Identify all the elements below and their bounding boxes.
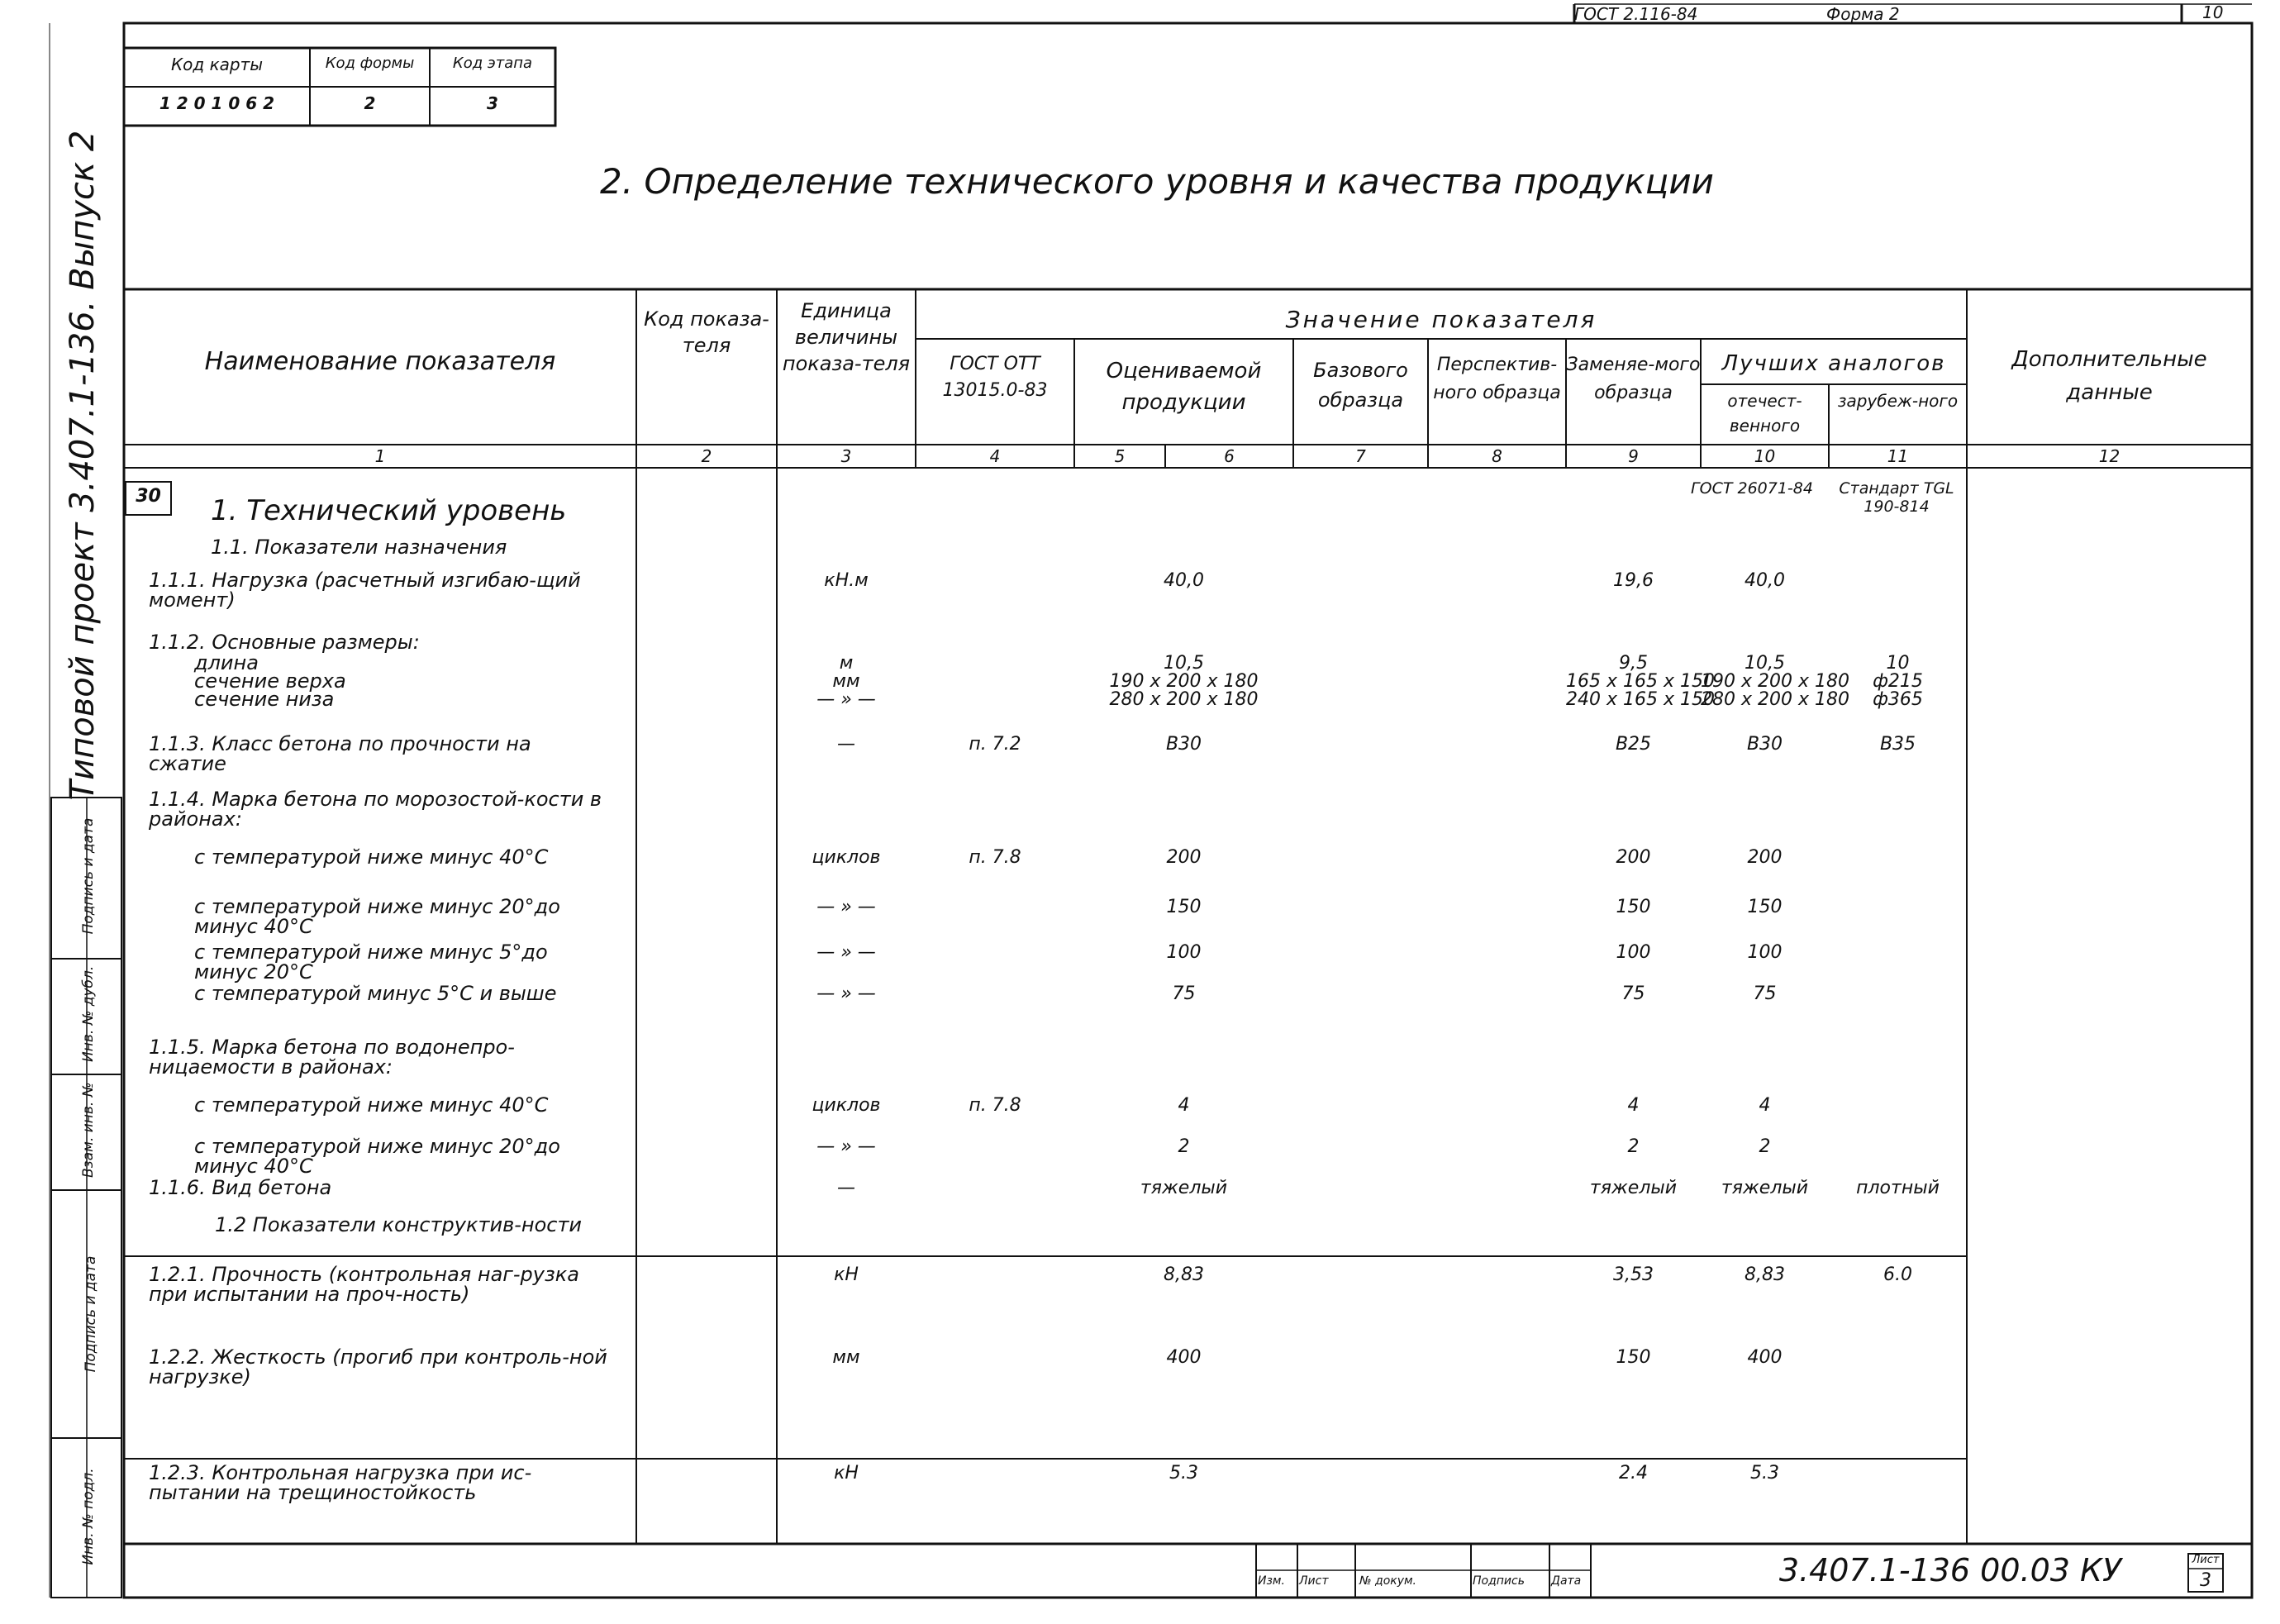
row-4-name: сечение низа (194, 688, 335, 711)
row-5-name: 1.1.3. Класс бетона по прочности на сжатие (149, 732, 531, 775)
row-1-name: 1.1.2. Основные размеры: (149, 631, 420, 654)
sheet-label: Лист (2192, 1554, 2220, 1566)
form-number: Форма 2 (1826, 4, 1900, 24)
row-15-unit: кН (834, 1264, 859, 1285)
stage-code-label: Код этапа (452, 55, 533, 72)
side-cell-sign-date-2: Подпись и дата (83, 1255, 99, 1373)
form-code-label: Код формы (325, 55, 415, 72)
col-num-5: 5 (1114, 446, 1126, 466)
row-9-eval: 100 (1166, 942, 1202, 963)
section-tech-level: 1. Технический уровень (211, 494, 567, 527)
row-9-name: с температурой ниже минус 5°до минус 20°С (194, 941, 548, 983)
row-14-eval: тяжелый (1140, 1178, 1228, 1198)
row-12-gost: п. 7.8 (969, 1095, 1021, 1116)
row-13-c10: 2 (1759, 1136, 1771, 1157)
row-3-unit: мм (832, 671, 860, 692)
row-2-unit: м (839, 653, 854, 674)
col-num-11: 11 (1887, 446, 1909, 466)
col-foreign-header: зарубеж-ного (1837, 391, 1959, 411)
row-7-unit: циклов (812, 847, 881, 868)
row-14-c9: тяжелый (1589, 1178, 1678, 1198)
stamp-col-sign: Подпись (1473, 1574, 1525, 1588)
col-num-6: 6 (1224, 446, 1235, 466)
row-10-unit: — » — (816, 983, 876, 1004)
side-cell-sign-date-1: Подпись и дата (80, 817, 97, 935)
document-number: 3.407.1-136 00.03 КУ (1778, 1552, 2122, 1588)
row-0-c10: 40,0 (1745, 570, 1785, 591)
row-5-c10: В30 (1746, 734, 1783, 755)
col-num-2: 2 (701, 446, 712, 466)
row-16-c9: 150 (1616, 1347, 1651, 1368)
row-17-unit: кН (834, 1463, 859, 1484)
page-top-number: 10 (2202, 2, 2224, 22)
col-num-1: 1 (374, 446, 386, 466)
row-10-c9: 75 (1621, 983, 1645, 1004)
side-project-stamp: Типовой проект 3.407.1-136. Выпуск 2 (64, 130, 102, 801)
row-8-c10: 150 (1747, 897, 1783, 917)
row-4-eval: 280 x 200 x 180 (1109, 689, 1259, 710)
row-3-c11: ф215 (1873, 671, 1923, 692)
row-13-eval: 2 (1178, 1136, 1190, 1157)
section-constructiveness: 1.2 Показатели конструктив-ности (215, 1213, 583, 1236)
row-16-name: 1.2.2. Жесткость (прогиб при контроль-ной нагрузке) (149, 1345, 607, 1388)
card-code-value: 1 2 0 1 0 6 2 (159, 93, 275, 113)
col-base-header: Базового образца (1313, 359, 1408, 412)
box-30: 30 (136, 486, 161, 507)
col-replaced-header: Заменяе-мого образца (1566, 355, 1701, 403)
row-14-c11: плотный (1856, 1178, 1940, 1198)
row-17-c10: 5.3 (1750, 1463, 1779, 1484)
row-7-c10: 200 (1747, 847, 1783, 868)
row-5-unit: — (837, 734, 855, 755)
side-cell-inv-dup: Инв. № дубл. (80, 965, 97, 1062)
row-15-c9: 3,53 (1613, 1264, 1654, 1285)
row-8-name: с температурой ниже минус 20°до минус 40°С (194, 895, 560, 938)
col-perspective-header: Перспектив-ного образца (1433, 355, 1561, 403)
row-3-eval: 190 x 200 x 180 (1109, 671, 1259, 692)
stamp-col-doc: № докум. (1359, 1574, 1417, 1588)
stamp-col-list: Лист (1299, 1574, 1329, 1588)
row-3-c10: 190 x 200 x 180 (1701, 671, 1849, 692)
row-16-c10: 400 (1747, 1347, 1783, 1368)
row-5-c11: В35 (1879, 734, 1916, 755)
row-3-c9: 165 x 165 x 150 (1566, 671, 1715, 692)
row-5-gost: п. 7.2 (969, 734, 1021, 755)
row-2-c9: 9,5 (1619, 653, 1648, 674)
row-17-name: 1.2.3. Контрольная нагрузка при ис-пытании на трещиностойкость (149, 1461, 532, 1504)
row-15-c11: 6.0 (1883, 1264, 1912, 1285)
row-12-name: с температурой ниже минус 40°С (194, 1093, 549, 1117)
col-num-4: 4 (989, 446, 1001, 466)
gost-26071-head: ГОСТ 26071-84 (1691, 479, 1813, 498)
row-9-unit: — » — (816, 942, 876, 963)
row-4-unit: — » — (816, 689, 876, 710)
row-0-eval: 40,0 (1164, 570, 1204, 591)
col-num-7: 7 (1355, 446, 1366, 466)
row-4-c11: ф365 (1873, 689, 1923, 710)
row-15-name: 1.2.1. Прочность (контрольная наг-рузка при испытании на проч-ность) (149, 1263, 579, 1306)
form-code-value: 2 (364, 93, 376, 113)
row-4-c9: 240 x 165 x 150 (1566, 689, 1715, 710)
card-code-label: Код карты (170, 55, 264, 74)
row-10-name: с температурой минус 5°С и выше (194, 982, 557, 1005)
row-5-eval: В30 (1165, 734, 1202, 755)
row-12-eval: 4 (1178, 1095, 1190, 1116)
sheet-number: 3 (2200, 1570, 2211, 1591)
row-14-c10: тяжелый (1721, 1178, 1809, 1198)
col-num-10: 10 (1754, 446, 1776, 466)
row-15-c10: 8,83 (1745, 1264, 1785, 1285)
row-12-unit: циклов (812, 1095, 881, 1116)
col-num-3: 3 (840, 446, 852, 466)
row-3-name: сечение верха (194, 669, 346, 693)
row-9-c9: 100 (1616, 942, 1651, 963)
row-6-name: 1.1.4. Марка бетона по морозостой-кости в районах: (149, 788, 602, 831)
col-evaluated-header: Оцениваемой продукции (1106, 359, 1262, 415)
side-cell-replace-inv: Взам. инв. № (80, 1082, 97, 1178)
row-8-unit: — » — (816, 897, 876, 917)
row-12-c9: 4 (1627, 1095, 1640, 1116)
tgl-standard-head: Стандарт TGL 190-814 (1839, 479, 1954, 516)
col-num-9: 9 (1628, 446, 1639, 466)
col-name-header: Наименование показателя (204, 347, 556, 376)
stamp-col-date: Дата (1551, 1574, 1582, 1588)
row-9-c10: 100 (1747, 942, 1783, 963)
row-5-c9: В25 (1615, 734, 1652, 755)
row-10-c10: 75 (1753, 983, 1777, 1004)
stamp-col-izm: Изм. (1258, 1574, 1285, 1588)
col-best-group-header: Лучших аналогов (1721, 351, 1946, 376)
row-11-name: 1.1.5. Марка бетона по водонепро-ницаемости в районах: (149, 1036, 515, 1079)
row-7-eval: 200 (1166, 847, 1202, 868)
row-13-name: с температурой ниже минус 20°до минус 40°С (194, 1135, 560, 1178)
gost-form-label: ГОСТ 2.116-84 (1574, 4, 1698, 24)
page-title: 2. Определение технического уровня и качества продукции (600, 161, 1714, 202)
row-16-eval: 400 (1166, 1347, 1202, 1368)
col-num-12: 12 (2098, 446, 2121, 466)
row-13-c9: 2 (1627, 1136, 1640, 1157)
row-7-gost: п. 7.8 (969, 847, 1021, 868)
row-2-name: длина (194, 651, 259, 674)
col-gost-header: ГОСТ ОТТ 13015.0-83 (942, 354, 1048, 401)
col-extra-header: Дополнительные данные (2011, 347, 2207, 405)
section-purpose: 1.1. Показатели назначения (211, 536, 507, 559)
row-17-eval: 5.3 (1169, 1463, 1198, 1484)
row-0-name: 1.1.1. Нагрузка (расчетный изгибаю-щий момент) (149, 569, 581, 612)
row-8-c9: 150 (1616, 897, 1651, 917)
row-8-eval: 150 (1166, 897, 1202, 917)
row-7-c9: 200 (1616, 847, 1651, 868)
row-17-c9: 2.4 (1619, 1463, 1648, 1484)
col-value-group-header: Значение показателя (1285, 306, 1597, 333)
row-0-unit: кН.м (824, 570, 869, 591)
row-2-eval: 10,5 (1164, 653, 1204, 674)
col-unit-header: Единица величины показа-теля (782, 299, 911, 375)
row-12-c10: 4 (1759, 1095, 1771, 1116)
stage-code-value: 3 (487, 93, 498, 113)
row-2-c10: 10,5 (1745, 653, 1785, 674)
col-code-header: Код показа-теля (644, 307, 769, 357)
row-0-c9: 19,6 (1613, 570, 1654, 591)
row-13-unit: — » — (816, 1136, 876, 1157)
row-4-c10: 280 x 200 x 180 (1701, 689, 1849, 710)
row-16-unit: мм (832, 1347, 860, 1368)
row-14-name: 1.1.6. Вид бетона (149, 1176, 332, 1199)
row-2-c11: 10 (1886, 653, 1910, 674)
col-domestic-header: отечест-венного (1727, 391, 1802, 436)
row-14-unit: — (837, 1178, 855, 1198)
row-7-name: с температурой ниже минус 40°С (194, 845, 549, 869)
side-cell-inv-orig: Инв. № подл. (80, 1468, 97, 1565)
row-15-eval: 8,83 (1164, 1264, 1204, 1285)
row-10-eval: 75 (1172, 983, 1196, 1004)
col-num-8: 8 (1492, 446, 1502, 466)
